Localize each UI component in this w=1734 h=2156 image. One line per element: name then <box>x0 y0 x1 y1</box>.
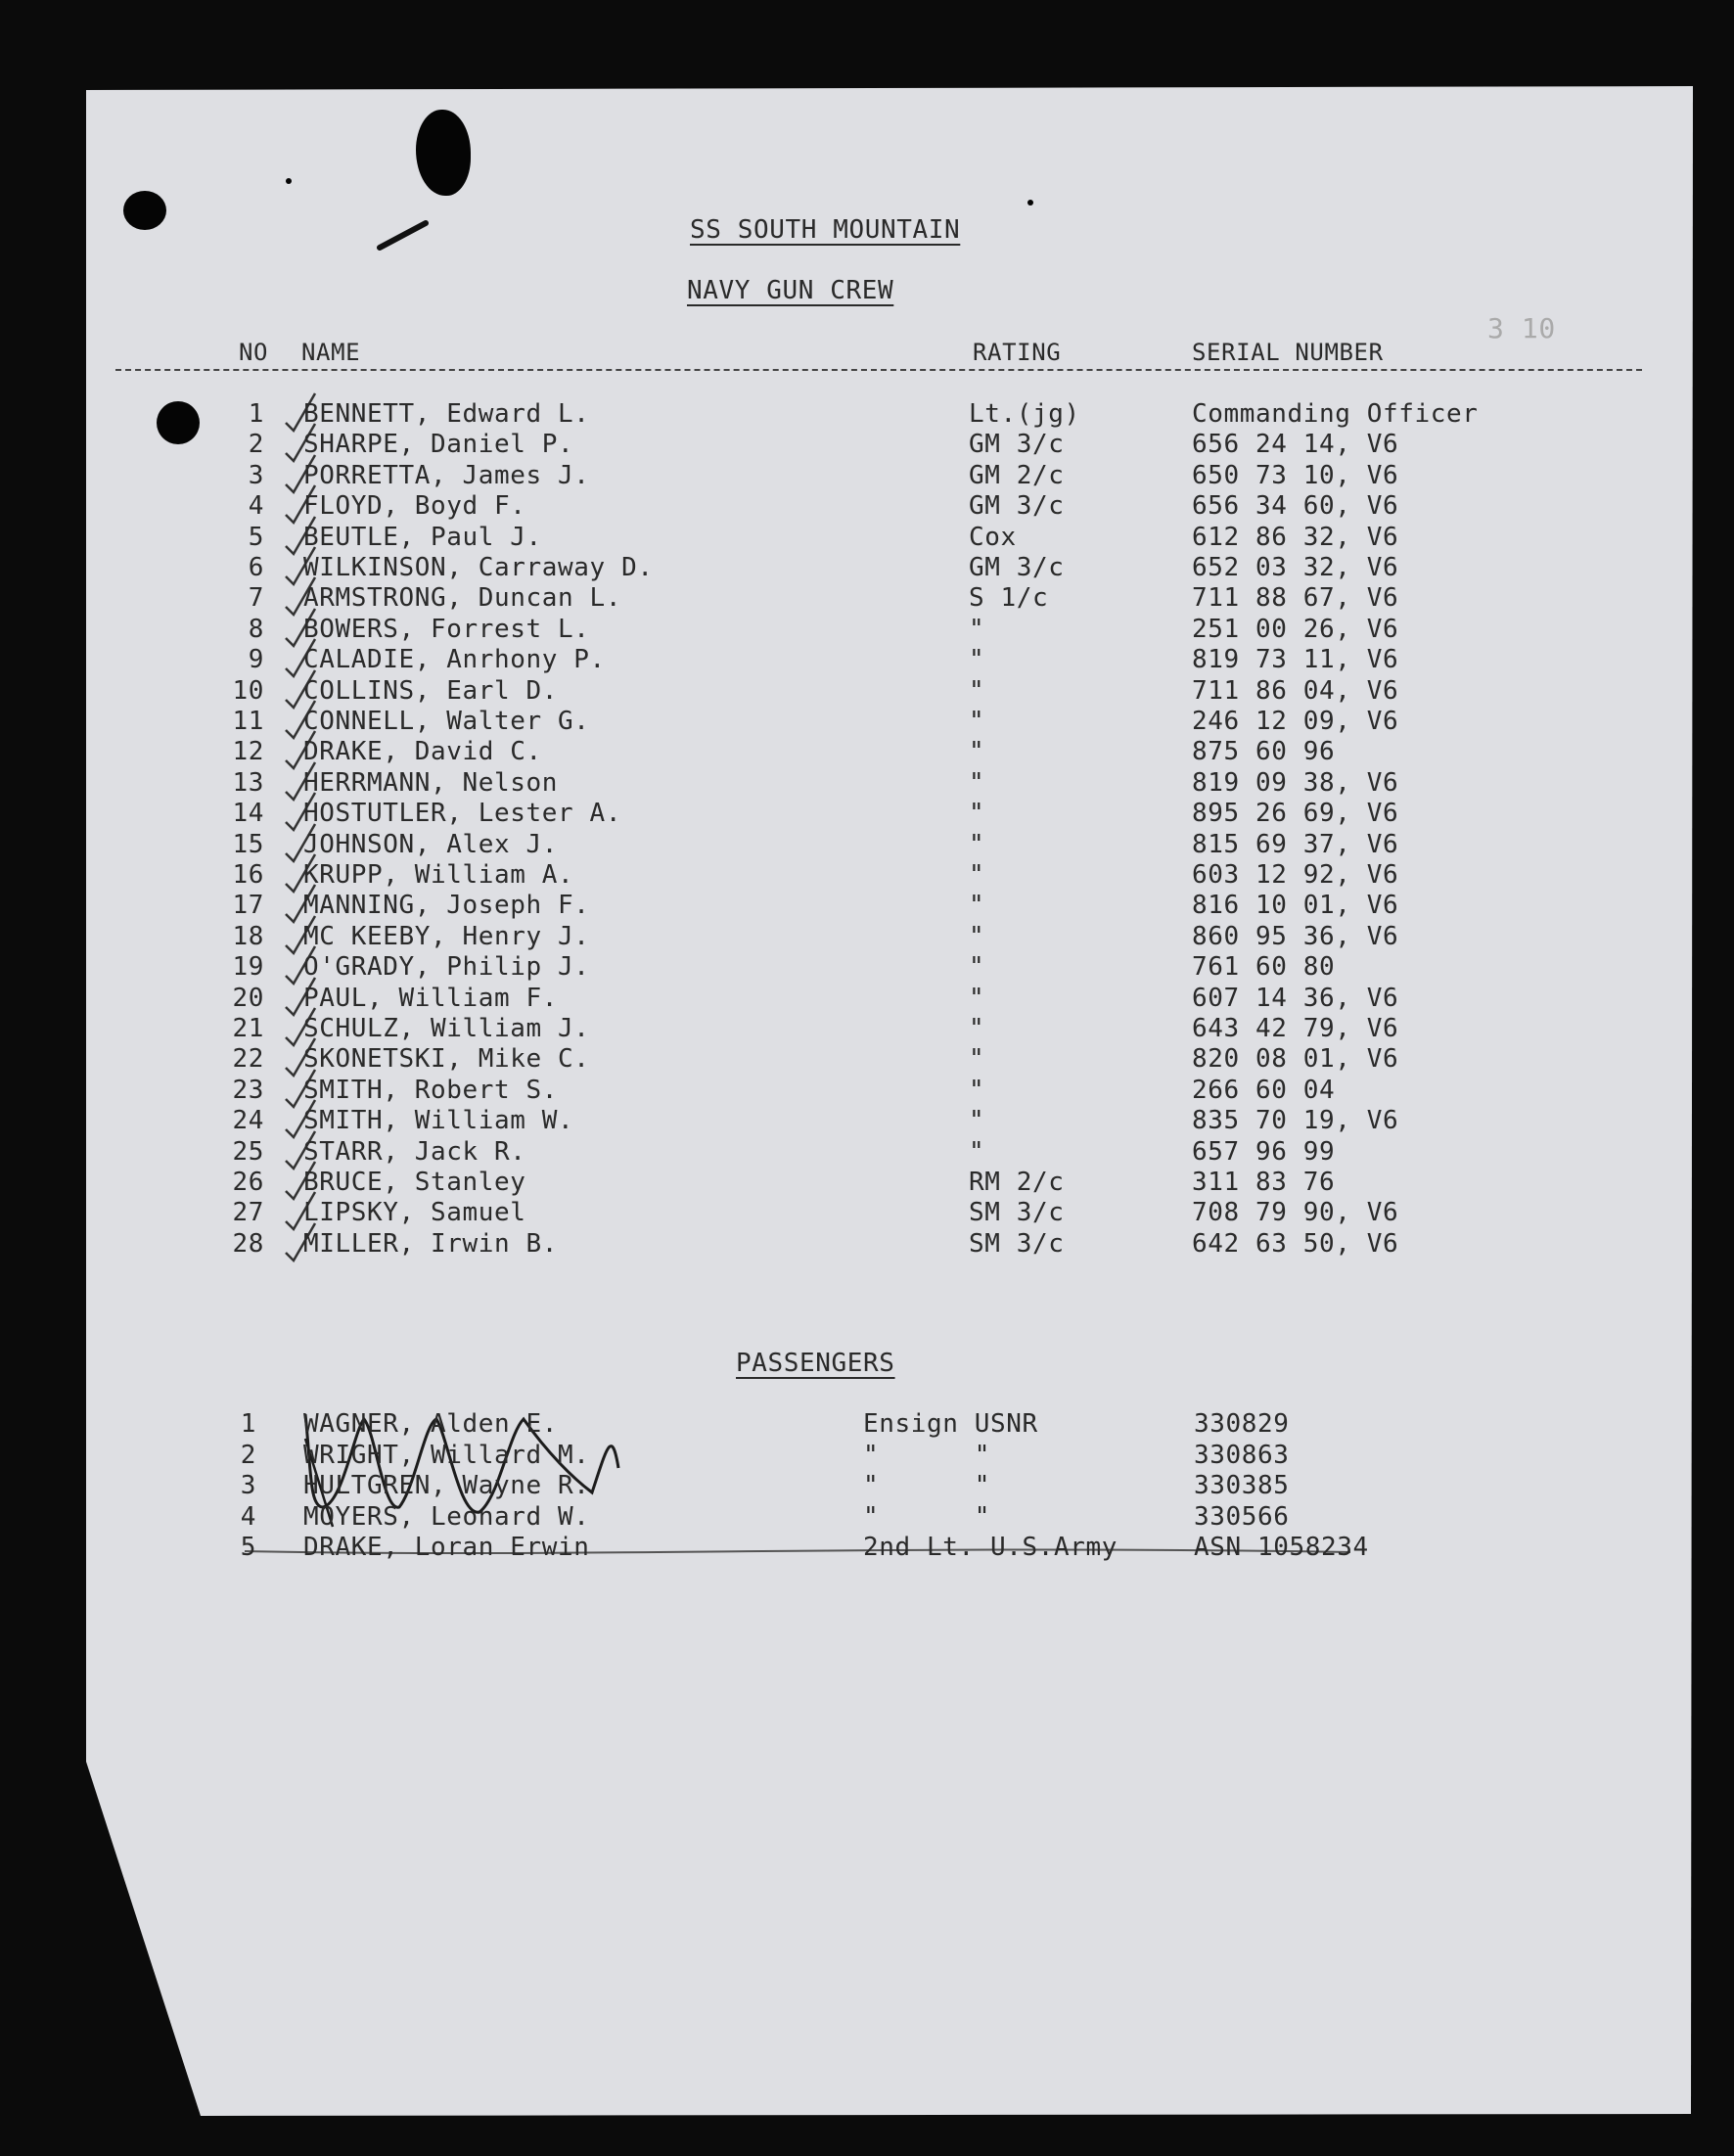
crew-no: 11 <box>232 707 264 736</box>
document-subtitle: NAVY GUN CREW <box>687 276 894 305</box>
passenger-name: DRAKE, Loran Erwin <box>303 1533 590 1562</box>
crew-no: 27 <box>232 1198 264 1227</box>
crew-name: SMITH, Robert S. <box>303 1076 559 1105</box>
crew-serial: 816 10 01, V6 <box>1192 891 1399 920</box>
crew-no: 26 <box>232 1168 264 1197</box>
passenger-no: 3 <box>240 1471 256 1500</box>
crew-serial: 819 09 38, V6 <box>1192 768 1399 798</box>
crew-name: O'GRADY, Philip J. <box>303 952 590 982</box>
crew-rating: " <box>969 952 985 982</box>
crew-no: 4 <box>248 491 264 521</box>
crew-name: BENNETT, Edward L. <box>303 399 590 429</box>
passenger-rating: " " <box>863 1471 991 1500</box>
crew-serial: 711 86 04, V6 <box>1192 676 1399 706</box>
crew-serial: 657 96 99 <box>1192 1137 1336 1167</box>
passenger-name: MOYERS, Leonard W. <box>303 1502 590 1532</box>
passengers-title: PASSENGERS <box>736 1349 895 1378</box>
crew-serial: 311 83 76 <box>1192 1168 1336 1197</box>
crew-rating: Lt.(jg) <box>969 399 1080 429</box>
passenger-serial: 330829 <box>1194 1409 1290 1439</box>
crew-no: 19 <box>232 952 264 982</box>
crew-rating: SM 3/c <box>969 1229 1065 1259</box>
crew-row <box>0 555 1734 586</box>
crew-name: SMITH, William W. <box>303 1106 574 1135</box>
crew-row <box>0 893 1734 924</box>
crew-no: 18 <box>232 922 264 951</box>
crew-no: 7 <box>248 583 264 613</box>
crew-row <box>0 525 1734 556</box>
crew-rating: S 1/c <box>969 583 1049 613</box>
passenger-serial: 330566 <box>1194 1502 1290 1532</box>
ink-dot <box>286 178 292 184</box>
crew-row <box>0 1231 1734 1262</box>
header-divider <box>115 369 1642 371</box>
crew-serial: 815 69 37, V6 <box>1192 830 1399 859</box>
crew-rating: " <box>969 615 985 644</box>
crew-name: CALADIE, Anrhony P. <box>303 645 606 674</box>
crew-name: ARMSTRONG, Duncan L. <box>303 583 622 613</box>
crew-rating: " <box>969 1014 985 1043</box>
crew-no: 5 <box>248 523 264 552</box>
crew-rating: GM 2/c <box>969 461 1065 490</box>
passenger-rating: Ensign USNR <box>863 1409 1038 1439</box>
crew-serial: 875 60 96 <box>1192 737 1336 766</box>
crew-row <box>0 832 1734 863</box>
crew-row <box>0 647 1734 678</box>
crew-no: 14 <box>232 799 264 828</box>
crew-row <box>0 1108 1734 1139</box>
crew-rating: " <box>969 984 985 1013</box>
passenger-rating: " " <box>863 1502 991 1532</box>
column-header-no: NO <box>239 339 269 366</box>
passenger-name: WRIGHT, Willard M. <box>303 1441 590 1470</box>
crew-row <box>0 493 1734 525</box>
crew-serial: 656 24 14, V6 <box>1192 430 1399 459</box>
crew-name: BOWERS, Forrest L. <box>303 615 590 644</box>
crew-row <box>0 617 1734 648</box>
crew-name: BRUCE, Stanley <box>303 1168 526 1197</box>
crew-no: 20 <box>232 984 264 1013</box>
passenger-rating: 2nd Lt. U.S.Army <box>863 1533 1118 1562</box>
crew-no: 10 <box>232 676 264 706</box>
crew-row <box>0 739 1734 770</box>
crew-row <box>0 1170 1734 1201</box>
crew-serial: 652 03 32, V6 <box>1192 553 1399 582</box>
passenger-no: 2 <box>240 1441 256 1470</box>
crew-no: 1 <box>248 399 264 429</box>
crew-row <box>0 1139 1734 1170</box>
column-header-rating: RATING <box>973 339 1062 366</box>
crew-serial: Commanding Officer <box>1192 399 1479 429</box>
passenger-row <box>0 1504 1734 1536</box>
passenger-name: HULTGREN, Wayne R. <box>303 1471 590 1500</box>
crew-name: MILLER, Irwin B. <box>303 1229 559 1259</box>
crew-row <box>0 709 1734 740</box>
crew-name: KRUPP, William A. <box>303 860 574 890</box>
crew-rating: " <box>969 891 985 920</box>
crew-serial: 251 00 26, V6 <box>1192 615 1399 644</box>
crew-serial: 642 63 50, V6 <box>1192 1229 1399 1259</box>
crew-rating: " <box>969 830 985 859</box>
passenger-serial: 330863 <box>1194 1441 1290 1470</box>
crew-row <box>0 401 1734 433</box>
crew-serial: 708 79 90, V6 <box>1192 1198 1399 1227</box>
crew-rating: " <box>969 1076 985 1105</box>
crew-rating: " <box>969 922 985 951</box>
column-header-name: NAME <box>301 339 361 366</box>
crew-serial: 656 34 60, V6 <box>1192 491 1399 521</box>
crew-row <box>0 1016 1734 1047</box>
crew-serial: 835 70 19, V6 <box>1192 1106 1399 1135</box>
crew-no: 22 <box>232 1044 264 1074</box>
crew-no: 28 <box>232 1229 264 1259</box>
crew-rating: GM 3/c <box>969 430 1065 459</box>
crew-serial: 246 12 09, V6 <box>1192 707 1399 736</box>
crew-serial: 266 60 04 <box>1192 1076 1336 1105</box>
crew-no: 12 <box>232 737 264 766</box>
ink-blot <box>416 110 471 196</box>
passenger-rating: " " <box>863 1441 991 1470</box>
crew-serial: 895 26 69, V6 <box>1192 799 1399 828</box>
crew-rating: " <box>969 860 985 890</box>
crew-rating: SM 3/c <box>969 1198 1065 1227</box>
crew-rating: " <box>969 768 985 798</box>
crew-serial: 820 08 01, V6 <box>1192 1044 1399 1074</box>
crew-name: MC KEEBY, Henry J. <box>303 922 590 951</box>
crew-name: HERRMANN, Nelson <box>303 768 559 798</box>
crew-row <box>0 432 1734 463</box>
passenger-row <box>0 1443 1734 1474</box>
crew-name: SKONETSKI, Mike C. <box>303 1044 590 1074</box>
crew-no: 6 <box>248 553 264 582</box>
crew-no: 9 <box>248 645 264 674</box>
crew-no: 13 <box>232 768 264 798</box>
crew-row <box>0 463 1734 494</box>
crew-row <box>0 862 1734 894</box>
crew-serial: 607 14 36, V6 <box>1192 984 1399 1013</box>
crew-name: CONNELL, Walter G. <box>303 707 590 736</box>
crew-no: 17 <box>232 891 264 920</box>
crew-serial: 612 86 32, V6 <box>1192 523 1399 552</box>
crew-name: LIPSKY, Samuel <box>303 1198 526 1227</box>
crew-rating: " <box>969 1137 985 1167</box>
passenger-no: 1 <box>240 1409 256 1439</box>
passenger-name: WAGNER, Alden E. <box>303 1409 559 1439</box>
crew-no: 25 <box>232 1137 264 1167</box>
crew-name: SCHULZ, William J. <box>303 1014 590 1043</box>
crew-rating: GM 3/c <box>969 491 1065 521</box>
crew-rating: RM 2/c <box>969 1168 1065 1197</box>
crew-name: MANNING, Joseph F. <box>303 891 590 920</box>
passenger-no: 4 <box>240 1502 256 1532</box>
crew-row <box>0 801 1734 832</box>
punch-hole <box>123 191 166 230</box>
crew-name: SHARPE, Daniel P. <box>303 430 574 459</box>
crew-row <box>0 585 1734 617</box>
crew-name: COLLINS, Earl D. <box>303 676 559 706</box>
ink-dot <box>1027 200 1033 206</box>
crew-name: DRAKE, David C. <box>303 737 542 766</box>
crew-row <box>0 1078 1734 1109</box>
crew-rating: " <box>969 799 985 828</box>
passenger-row <box>0 1411 1734 1443</box>
crew-row <box>0 924 1734 955</box>
crew-no: 23 <box>232 1076 264 1105</box>
crew-row <box>0 1046 1734 1078</box>
document-title: SS SOUTH MOUNTAIN <box>690 215 961 245</box>
crew-name: STARR, Jack R. <box>303 1137 526 1167</box>
crew-rating: " <box>969 707 985 736</box>
margin-note: 3 10 <box>1487 312 1556 344</box>
crew-row <box>0 770 1734 802</box>
crew-rating: " <box>969 737 985 766</box>
crew-no: 2 <box>248 430 264 459</box>
crew-name: PORRETTA, James J. <box>303 461 590 490</box>
crew-rating: GM 3/c <box>969 553 1065 582</box>
crew-serial: 860 95 36, V6 <box>1192 922 1399 951</box>
crew-rating: Cox <box>969 523 1017 552</box>
crew-row <box>0 1200 1734 1231</box>
crew-name: BEUTLE, Paul J. <box>303 523 542 552</box>
passenger-serial: ASN 1058234 <box>1194 1533 1369 1562</box>
crew-rating: " <box>969 676 985 706</box>
passenger-serial: 330385 <box>1194 1471 1290 1500</box>
crew-no: 8 <box>248 615 264 644</box>
crew-row <box>0 678 1734 710</box>
crew-rating: " <box>969 1106 985 1135</box>
crew-name: PAUL, William F. <box>303 984 559 1013</box>
crew-serial: 643 42 79, V6 <box>1192 1014 1399 1043</box>
crew-rating: " <box>969 645 985 674</box>
crew-serial: 603 12 92, V6 <box>1192 860 1399 890</box>
crew-serial: 650 73 10, V6 <box>1192 461 1399 490</box>
crew-row <box>0 954 1734 986</box>
crew-name: HOSTUTLER, Lester A. <box>303 799 622 828</box>
crew-serial: 761 60 80 <box>1192 952 1336 982</box>
crew-rating: " <box>969 1044 985 1074</box>
crew-serial: 819 73 11, V6 <box>1192 645 1399 674</box>
passenger-row <box>0 1473 1734 1504</box>
passenger-no: 5 <box>240 1533 256 1562</box>
crew-name: FLOYD, Boyd F. <box>303 491 526 521</box>
crew-name: WILKINSON, Carraway D. <box>303 553 654 582</box>
passenger-row <box>0 1535 1734 1566</box>
crew-no: 16 <box>232 860 264 890</box>
crew-row <box>0 986 1734 1017</box>
crew-no: 21 <box>232 1014 264 1043</box>
crew-no: 24 <box>232 1106 264 1135</box>
column-header-serial: SERIAL NUMBER <box>1192 339 1384 366</box>
crew-name: JOHNSON, Alex J. <box>303 830 559 859</box>
crew-no: 15 <box>232 830 264 859</box>
crew-serial: 711 88 67, V6 <box>1192 583 1399 613</box>
crew-no: 3 <box>248 461 264 490</box>
